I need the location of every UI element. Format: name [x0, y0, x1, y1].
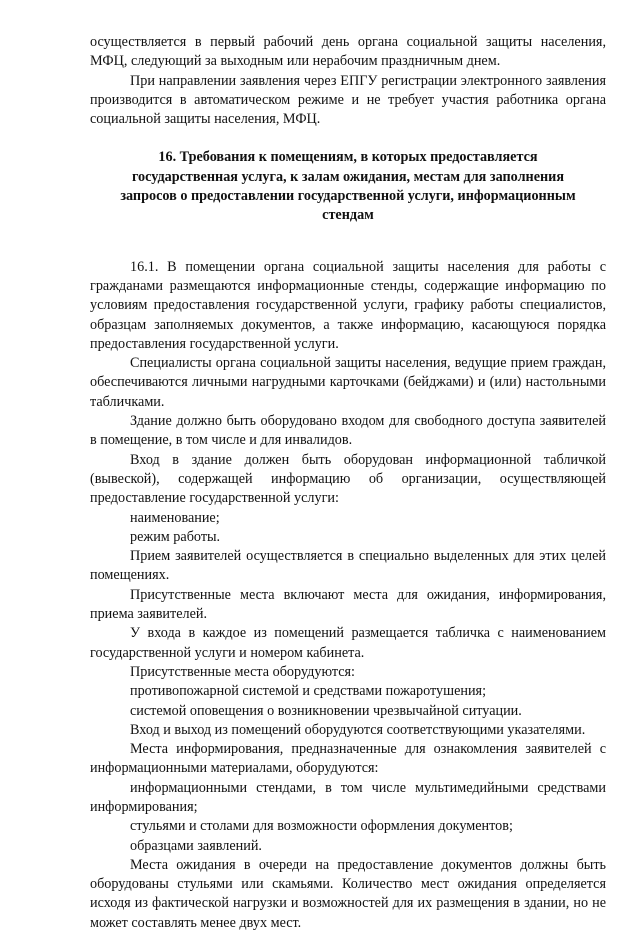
heading-line-3: запросов о предоставлении государственной услуги, информационным	[120, 188, 576, 205]
paragraph-room-sign: У входа в каждое из помещений размещается табличка с наименованием государственной услуги и номером кабинета.	[90, 625, 606, 661]
paragraph-waiting-places: Места ожидания в очереди на предоставление документов должны быть оборудованы стульями или скамьями. Количество мест ожидания определяется исходя из фактической нагрузки и возможностей для их размещения в здании, но не может составлять менее двух мест.	[90, 856, 606, 931]
heading-line-1: 16. Требования к помещениям, в которых предоставляется	[158, 149, 538, 166]
list-item-schedule: режим работы.	[130, 528, 221, 545]
intro-paragraph-1: осуществляется в первый рабочий день органа социальной защиты населения, МФЦ, следующий за выходным или нерабочим праздничным днем.	[90, 34, 606, 70]
paragraph-specialists: Специалисты органа социальной защиты населения, ведущие прием граждан, обеспечиваются личными нагрудными карточками (бейджами) и (или) настольными табличками.	[90, 355, 606, 410]
list-item-fire-safety: противопожарной системой и средствами пожаротушения;	[130, 683, 487, 700]
paragraph-info-places: Места информирования, предназначенные для ознакомления заявителей с информационными материалами, оборудуются:	[90, 741, 606, 777]
paragraph-entrance-sign: Вход в здание должен быть оборудован информационной табличкой (вывеской), содержащей информацию об организации, осуществляющей предоставление государственной услуги:	[90, 451, 606, 507]
list-item-info-stands: информационными стендами, в том числе мультимедийными средствами информирования;	[90, 779, 606, 815]
paragraph-16-1: 16.1. В помещении органа социальной защиты населения для работы с гражданами размещаются информационные стенды, содержащие информацию по условиям предоставления государственной услуги, графику работы специалистов, образцам заполняемых документов, а также информацию, касающуюся порядка предоставления государственной услуги.	[90, 258, 606, 352]
heading-line-2: государственная услуга, к залам ожидания, местам для заполнения	[131, 168, 565, 185]
heading-line-4: стендам	[322, 207, 374, 224]
paragraph-building-access: Здание должно быть оборудовано входом для свободного доступа заявителей в помещение, в том числе и для инвалидов.	[90, 413, 606, 449]
list-item-name: наименование;	[130, 509, 220, 526]
paragraph-equipped-with: Присутственные места оборудуются:	[130, 663, 355, 680]
list-item-chairs-tables: стульями и столами для возможности оформления документов;	[130, 818, 513, 835]
list-item-form-samples: образцами заявлений.	[130, 837, 262, 854]
paragraph-reception: Прием заявителей осуществляется в специально выделенных для этих целей помещениях.	[90, 548, 606, 584]
section-heading	[90, 148, 606, 225]
paragraph-attendance-places: Присутственные места включают места для ожидания, информирования, приема заявителей.	[90, 586, 606, 623]
list-item-emergency-alert: системой оповещения о возникновении чрезвычайной ситуации.	[130, 702, 522, 719]
paragraph-exit-signs: Вход и выход из помещений оборудуются соответствующими указателями.	[130, 721, 586, 738]
intro-paragraph-2: При направлении заявления через ЕПГУ регистрации электронного заявления производится в автоматическом режиме и не требует участия работника органа социальной защиты населения, МФЦ.	[90, 72, 606, 128]
